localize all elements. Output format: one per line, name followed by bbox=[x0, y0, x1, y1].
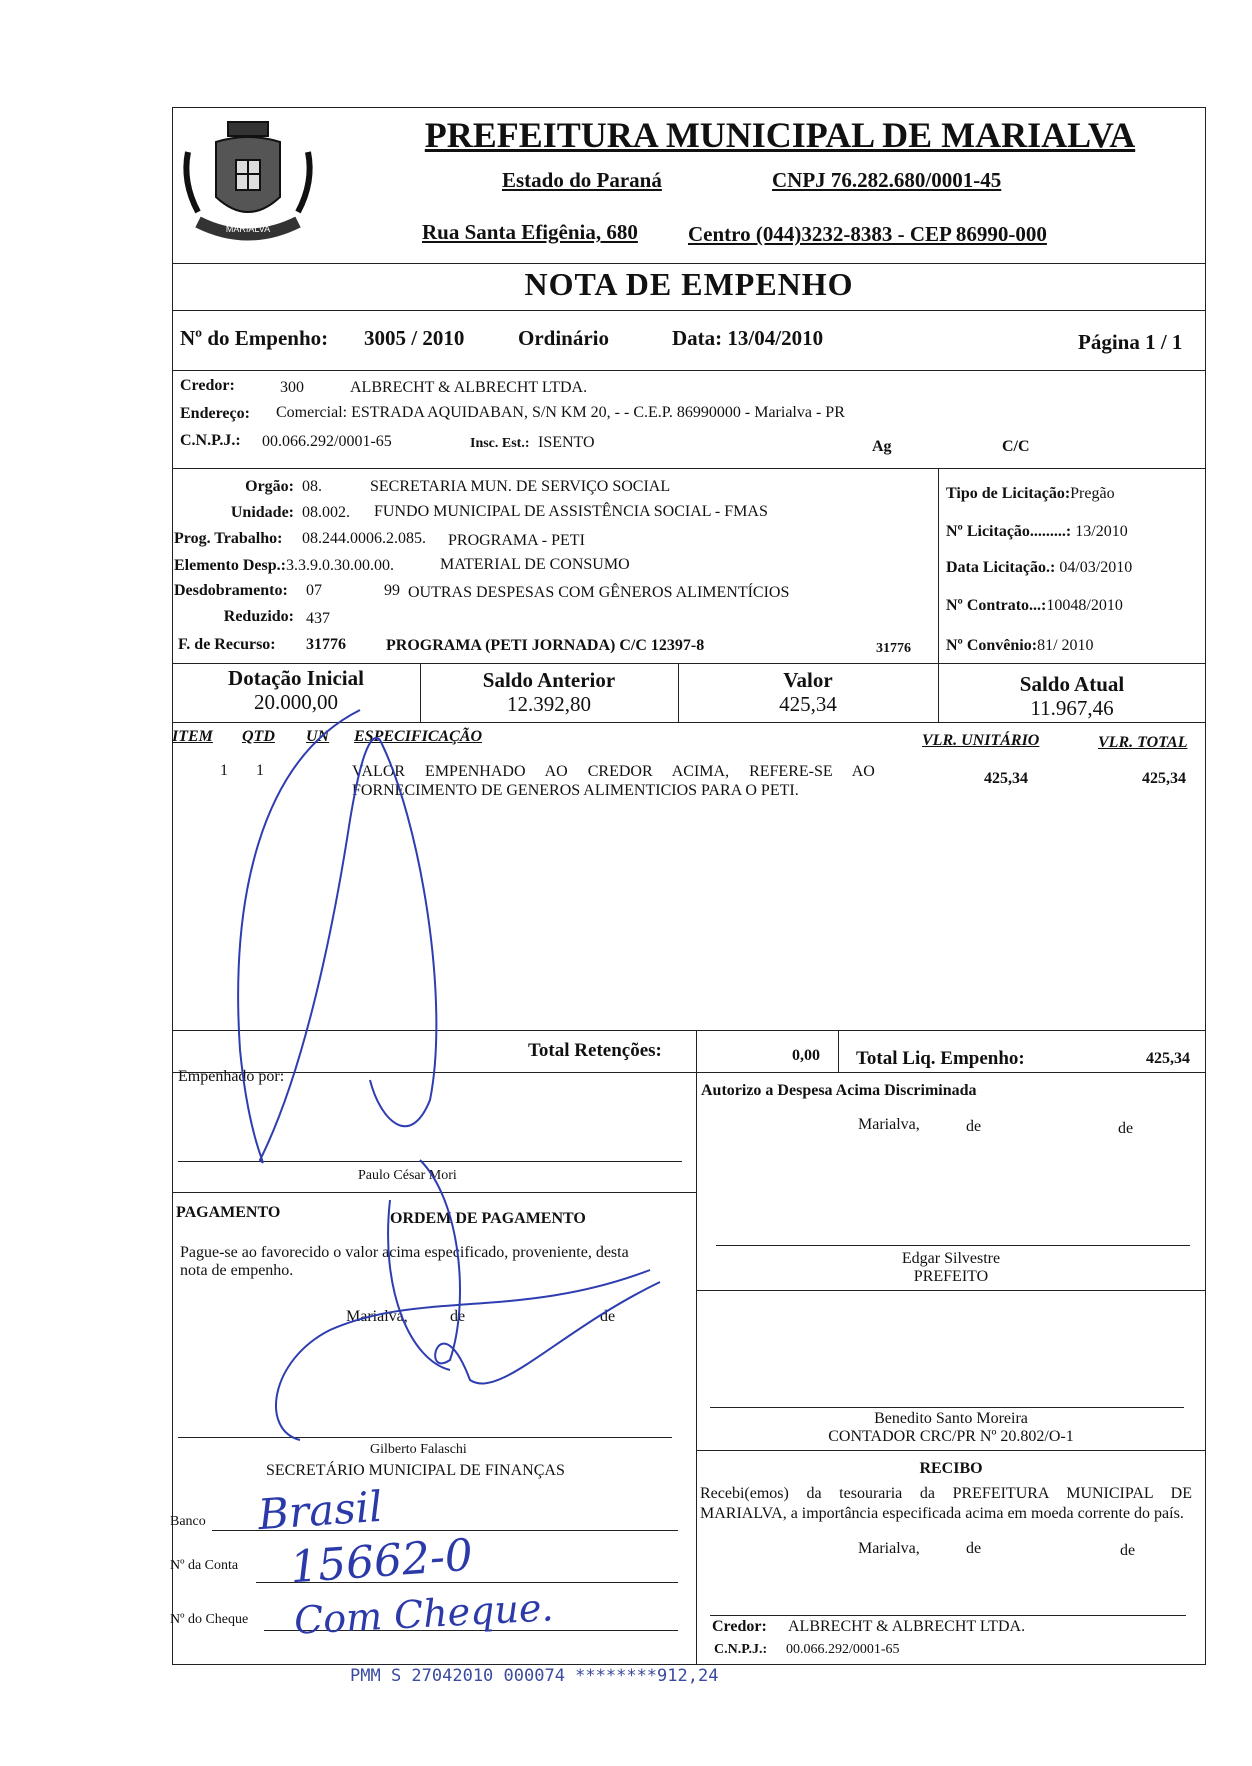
marialva-label: Marialva, bbox=[346, 1308, 408, 1325]
dotacao-label: Dotação Inicial bbox=[228, 666, 364, 690]
contact-label: Centro (044)3232-8383 - CEP 86990-000 bbox=[688, 222, 1047, 246]
orgao-label: Orgão: bbox=[245, 478, 294, 495]
marialva-label: Marialva, bbox=[858, 1540, 920, 1557]
licitacao-tipo-label: Tipo de Licitação: bbox=[946, 485, 1071, 502]
row-item: 1 bbox=[220, 762, 228, 779]
payment-stamp: PMM S 27042010 000074 ********912,24 bbox=[350, 1666, 719, 1686]
credor-name: ALBRECHT & ALBRECHT LTDA. bbox=[350, 379, 588, 396]
recibo-credor-label: Credor: bbox=[712, 1618, 767, 1635]
saldo-atual-label: Saldo Atual bbox=[1019, 672, 1125, 696]
fonte-code: 31776 bbox=[306, 636, 346, 653]
recibo-cnpj-value: 00.066.292/0001-65 bbox=[786, 1642, 900, 1657]
ag-label: Ag bbox=[872, 438, 892, 455]
col-especificacao: ESPECIFICAÇÃO bbox=[354, 728, 483, 745]
divider bbox=[696, 1450, 1206, 1451]
divider bbox=[172, 370, 1206, 371]
divider bbox=[172, 310, 1206, 311]
edgar-name: Edgar Silvestre bbox=[901, 1250, 1001, 1267]
licitacao-contrato-value: 10048/2010 bbox=[1046, 597, 1123, 614]
reduzido-label: Reduzido: bbox=[223, 608, 294, 625]
prog-label: Prog. Trabalho: bbox=[174, 530, 283, 547]
page-number: Página 1 / 1 bbox=[1078, 330, 1183, 354]
prefeito-label: PREFEITO bbox=[913, 1268, 989, 1285]
fonte-code: 31776 bbox=[876, 641, 911, 656]
divider bbox=[172, 1030, 1206, 1031]
desdobramento-code: 99 bbox=[384, 582, 400, 599]
col-item: ITEM bbox=[172, 728, 213, 745]
paulo-name: Paulo César Mori bbox=[358, 1168, 457, 1183]
cc-label: C/C bbox=[1002, 438, 1030, 455]
recibo-title: RECIBO bbox=[919, 1460, 983, 1477]
saldo-atual-value: 11.967,46 bbox=[1030, 696, 1114, 720]
ordem-pagamento-label: ORDEM DE PAGAMENTO bbox=[390, 1210, 586, 1227]
divider bbox=[172, 263, 1206, 264]
credor-cnpj: 00.066.292/0001-65 bbox=[262, 433, 392, 450]
pague-text: nota de empenho. bbox=[180, 1262, 294, 1279]
retencoes-label: Total Retenções: bbox=[528, 1040, 662, 1061]
cnpj-label: CNPJ 76.282.680/0001-45 bbox=[772, 168, 1002, 192]
licitacao-tipo-value: Pregão bbox=[1070, 485, 1115, 502]
empenho-number: 3005 / 2010 bbox=[364, 326, 465, 350]
marialva-label: Marialva, bbox=[858, 1116, 920, 1133]
licitacao-convenio-label: Nº Convênio: bbox=[946, 637, 1038, 654]
liquido-value: 425,34 bbox=[1146, 1050, 1190, 1067]
conta-label: Nº da Conta bbox=[170, 1558, 239, 1573]
ie-value: ISENTO bbox=[538, 434, 595, 451]
credor-code: 300 bbox=[280, 379, 304, 396]
liquido-label: Total Liq. Empenho: bbox=[856, 1048, 1025, 1069]
valor-label: Valor bbox=[783, 668, 833, 692]
licitacao-data bbox=[946, 559, 1132, 577]
divider bbox=[172, 1072, 1206, 1073]
credor-address: Comercial: ESTRADA AQUIDABAN, S/N KM 20, - - C.E.P. 86990000 - Marialva - PR bbox=[276, 404, 845, 421]
pague-text: Pague-se ao favorecido o valor acima especificado, proveniente, desta bbox=[180, 1244, 629, 1261]
divider bbox=[696, 1290, 1206, 1291]
cnpj-label: C.N.P.J.: bbox=[180, 432, 241, 449]
saldo-anterior-label: Saldo Anterior bbox=[482, 668, 616, 692]
row-description: VALOR EMPENHADO AO CREDOR ACIMA, REFERE-SE AO bbox=[352, 763, 875, 780]
col-qtd: QTD bbox=[242, 728, 275, 745]
desdobramento-label: Desdobramento: bbox=[174, 582, 288, 599]
fonte-label: F. de Recurso: bbox=[178, 636, 276, 653]
row-description: FORNECIMENTO DE GENEROS ALIMENTICIOS PARA O PETI. bbox=[352, 782, 799, 799]
cheque-label: Nº do Cheque bbox=[170, 1612, 249, 1627]
valor-value: 425,34 bbox=[779, 692, 837, 716]
licitacao-contrato-label: Nº Contrato...: bbox=[946, 597, 1047, 614]
dotacao-value: 20.000,00 bbox=[254, 690, 338, 714]
de-label: de bbox=[450, 1308, 466, 1325]
banco-label: Banco bbox=[170, 1514, 206, 1529]
licitacao-convenio-value: 81/ 2010 bbox=[1037, 637, 1094, 654]
row-qtd: 1 bbox=[256, 762, 264, 779]
de-label: de bbox=[600, 1308, 616, 1325]
de-label: de bbox=[966, 1118, 982, 1135]
elemento-name: MATERIAL DE CONSUMO bbox=[440, 556, 630, 573]
de-label: de bbox=[1120, 1542, 1136, 1559]
desdobramento-code: 07 bbox=[306, 582, 322, 599]
autorizo-label: Autorizo a Despesa Acima Discriminada bbox=[701, 1082, 977, 1099]
contador-label: CONTADOR CRC/PR Nº 20.802/O-1 bbox=[828, 1428, 1074, 1445]
desdobramento-name: OUTRAS DESPESAS COM GÊNEROS ALIMENTÍCIOS bbox=[408, 584, 790, 601]
licitacao-tipo bbox=[946, 485, 1115, 503]
empenho-date: Data: 13/04/2010 bbox=[672, 326, 824, 350]
address-label: Endereço: bbox=[180, 405, 250, 422]
divider bbox=[696, 1030, 697, 1665]
unidade-label: Unidade: bbox=[230, 504, 294, 521]
licitacao-convenio bbox=[946, 637, 1094, 655]
secretario-label: SECRETÁRIO MUNICIPAL DE FINANÇAS bbox=[266, 1462, 565, 1479]
state-label: Estado do Paraná bbox=[502, 168, 662, 192]
signature-line bbox=[710, 1407, 1184, 1408]
pagamento-label: PAGAMENTO bbox=[176, 1204, 281, 1221]
page-title: PREFEITURA MUNICIPAL DE MARIALVA bbox=[424, 115, 1136, 155]
licitacao-data-label: Data Licitação.: bbox=[946, 559, 1056, 576]
empenho-type: Ordinário bbox=[518, 326, 610, 350]
licitacao-data-value: 04/03/2010 bbox=[1059, 559, 1133, 576]
row-total-value: 425,34 bbox=[1142, 770, 1186, 787]
handwritten-conta: 15662-0 bbox=[288, 1529, 475, 1594]
municipal-crest-icon bbox=[178, 112, 318, 257]
elemento-label: Elemento Desp.: bbox=[174, 557, 286, 574]
prog-code: 08.244.0006.2.085. bbox=[302, 530, 426, 547]
benedito-name: Benedito Santo Moreira bbox=[874, 1410, 1028, 1427]
document-title: NOTA DE EMPENHO bbox=[524, 266, 854, 302]
signature-line bbox=[716, 1245, 1190, 1246]
table-row bbox=[172, 760, 1206, 820]
svg-text:MARIALVA: MARIALVA bbox=[225, 224, 271, 234]
unidade-code: 08.002. bbox=[302, 504, 350, 521]
elemento-code: 3.3.9.0.30.00.00. bbox=[286, 557, 394, 574]
orgao-name: SECRETARIA MUN. DE SERVIÇO SOCIAL bbox=[370, 478, 671, 495]
saldo-anterior-value: 12.392,80 bbox=[507, 692, 591, 716]
divider bbox=[172, 468, 1206, 469]
reduzido-value: 437 bbox=[306, 610, 330, 627]
divider bbox=[172, 1192, 696, 1193]
retencoes-value: 0,00 bbox=[792, 1047, 820, 1064]
licitacao-contrato bbox=[946, 597, 1123, 615]
de-label: de bbox=[1118, 1120, 1134, 1137]
unidade-name: FUNDO MUNICIPAL DE ASSISTÊNCIA SOCIAL - FMAS bbox=[374, 503, 768, 520]
empenho-number-label: Nº do Empenho: bbox=[180, 326, 329, 350]
address-label: Rua Santa Efigênia, 680 bbox=[422, 220, 638, 244]
signature-line bbox=[178, 1437, 672, 1438]
divider bbox=[172, 663, 1206, 664]
handwritten-cheque: Com Cheque. bbox=[293, 1585, 555, 1643]
recibo-cnpj-label: C.N.P.J.: bbox=[714, 1642, 768, 1657]
col-vlr-unitario: VLR. UNITÁRIO bbox=[922, 732, 1040, 749]
col-un: UN bbox=[306, 728, 330, 745]
de-label: de bbox=[966, 1540, 982, 1557]
empenhado-label: Empenhado por: bbox=[178, 1068, 285, 1085]
signature-line bbox=[710, 1615, 1186, 1616]
credor-label: Credor: bbox=[180, 377, 235, 394]
fonte-name: PROGRAMA (PETI JORNADA) C/C 12397-8 bbox=[386, 637, 705, 654]
licitacao-num-value: 13/2010 bbox=[1075, 523, 1128, 540]
gilberto-name: Gilberto Falaschi bbox=[370, 1442, 467, 1457]
licitacao-num bbox=[946, 523, 1128, 541]
prog-name: PROGRAMA - PETI bbox=[448, 532, 585, 549]
recibo-text: Recebi(emos) da tesouraria da PREFEITURA MUNICIPAL DE MARIALVA, a importância especificada acima em moeda corrente do país. bbox=[700, 1485, 1192, 1522]
ie-label: Insc. Est.: bbox=[470, 436, 530, 451]
orgao-code: 08. bbox=[302, 478, 322, 495]
divider bbox=[838, 1030, 839, 1072]
row-unit-value: 425,34 bbox=[984, 770, 1028, 787]
col-vlr-total: VLR. TOTAL bbox=[1098, 734, 1188, 751]
licitacao-num-label: Nº Licitação.........: bbox=[946, 523, 1072, 540]
divider bbox=[172, 722, 1206, 723]
handwritten-banco: Brasil bbox=[256, 1481, 384, 1540]
signature-line bbox=[178, 1161, 682, 1162]
recibo-credor-value: ALBRECHT & ALBRECHT LTDA. bbox=[788, 1618, 1026, 1635]
